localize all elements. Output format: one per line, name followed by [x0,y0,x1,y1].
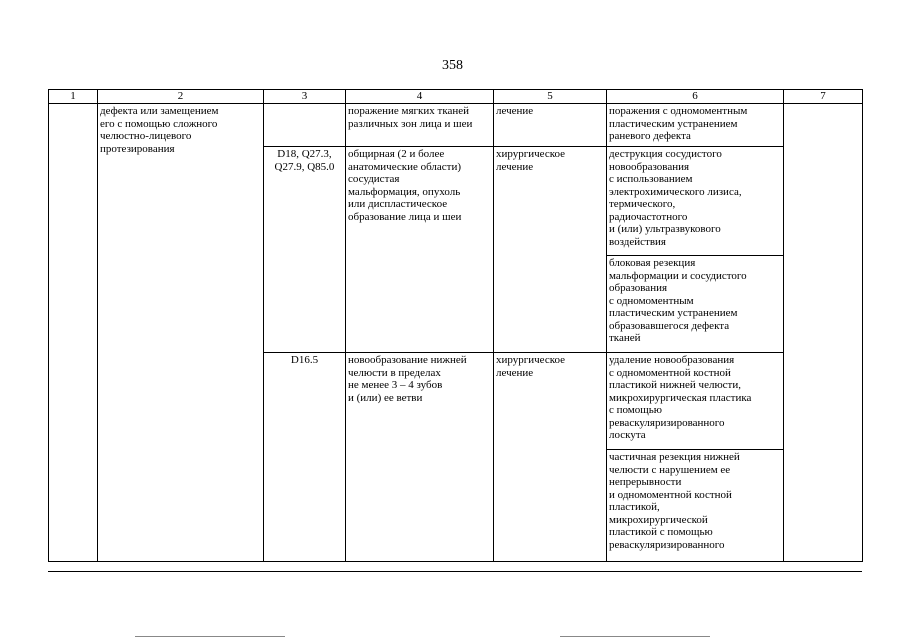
column-header-6: 6 [607,90,784,104]
treatment-cell [494,353,607,562]
page-number: 358 [442,58,463,73]
method-cell [607,147,784,256]
diagnosis-code: D18, Q27.3, Q27.9, Q85.0 [274,148,335,173]
method-text: удаление новообразования с одномоментной костной пластикой нижней челюсти, микрохирургическая пластика с помощью реваскуляризированного лоскута [609,354,752,441]
method-text: деструкция сосудистого новообразования с использованием электрохимического лизиса, термического, радиочастотного и (или) ультразвукового воздействия [609,148,742,248]
column-header-3: 3 [264,90,346,104]
column-header-7: 7 [784,90,863,104]
column-header-5: 5 [494,90,607,104]
condition-text: поражение мягких тканей различных зон лица и шеи [348,105,473,130]
treatment-text: лечение [496,105,534,117]
scan-edge-line [560,636,710,637]
treatment-text: хирургическое лечение [496,148,566,173]
medical-care-table [48,89,863,562]
method-cell [607,104,784,147]
treatment-cell [494,147,607,353]
diagnosis-code-cell [264,104,346,147]
condition-text: новообразование нижней челюсти в пределах не менее 3 – 4 зубов и (или) ее ветви [348,354,467,404]
column-1-cell [49,104,98,562]
method-cell [607,450,784,562]
column-header-1: 1 [49,90,98,104]
care-type-text: дефекта или замещением его с помощью сложного челюстно-лицевого протезирования [100,105,219,155]
condition-cell [346,147,494,353]
condition-cell [346,353,494,562]
method-text: блоковая резекция мальформации и сосудистого образования с одномоментным пластическим устранением образовавшегося дефекта тканей [609,257,747,344]
table-bottom-line [48,571,862,572]
condition-text: общирная (2 и более анатомические области) сосудистая мальформация, опухоль или диспластическое образование лица и шеи [348,148,462,223]
condition-cell [346,104,494,147]
diagnosis-code: D16.5 [290,354,319,366]
header-row [49,90,863,104]
method-text: частичная резекция нижней челюсти с нарушением ее непрерывности и одномоментной костной пластикой, микрохирургической пластикой с помощью реваскуляризированного [609,451,740,551]
treatment-cell [494,104,607,147]
table-row [49,104,863,147]
diagnosis-code-cell [264,147,346,353]
column-header-2: 2 [98,90,264,104]
care-type-cell [98,104,264,562]
method-cell [607,353,784,450]
method-cell [607,256,784,353]
scan-edge-line [135,636,285,637]
column-header-4: 4 [346,90,494,104]
method-text: поражения с одномоментным пластическим устранением раневого дефекта [609,105,748,142]
treatment-text: хирургическое лечение [496,354,566,379]
diagnosis-code-cell [264,353,346,562]
column-7-cell [784,104,863,562]
